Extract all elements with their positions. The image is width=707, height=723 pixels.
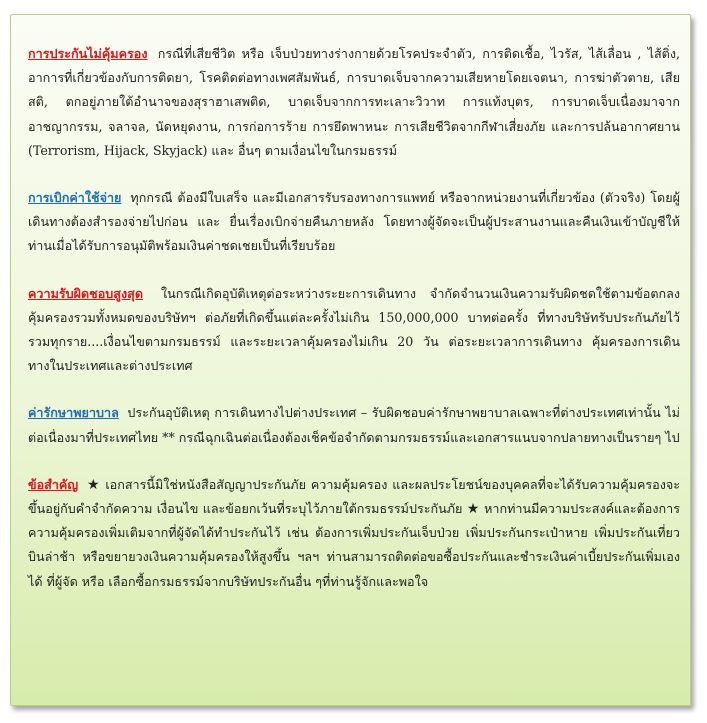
star-icon: ★ [87, 476, 101, 493]
heading-not-covered: การประกันไม่คุ้มครอง [28, 46, 148, 61]
body-not-covered: กรณีที่เสียชีวิต หรือ เจ็บป่วยทางร่างกายด้วยโรคประจำตัว, การติดเชื้อ, ไวรัส, ไส้เลื่อน , ไส้ติ่ง, อาการที่เกี่ยวข้องกับการติดยา, โรคติดต่อทางเพศสัมพันธ์, การบาดเจ็บจากความเสียหายโดยเจตนา, การฆ่าตัวตาย, เสียสติ, ตกอยู่ภายใต้อำนาจของสุราฮาเสพติด, บาดเจ็บจากการทะเลาะวิวาท การแท้งบุตร, การบาดเจ็บเนื่องมาจากอาชญากรรม, จลาจล, นัดหยุดงาน, การก่อการร้าย การยึดพาหนะ การเสียชีวิตจากกีฬาเสี่ยงภัย และการปล้นอากาศยาน (Terrorism, Hijack, Skyjack) และ อื่นๆ ตามเงื่อนไขในกรมธรรม์ [28, 46, 680, 158]
section-claims [28, 186, 680, 259]
section-max-liability [28, 282, 680, 379]
body-claims: ทุกกรณี ต้องมีใบเสร็จ และมีเอกสารรับรองทางการแพทย์ หรือจากหน่วยงานที่เกี่ยวข้อง (ตัวจริง) โดยผู้เดินทางต้องสำรองจ่ายไปก่อน และ ยื่นเรื่องเบิกจ่ายคืนภายหลัง โดยทางผู้จัดจะเป็นผู้ประสานงานและคืนเงินเข้าบัญชีให้ท่านเมื่อได้รับการอนุมัติพร้อมเงินค่าชดเชยเป็นที่เรียบร้อย [28, 190, 680, 254]
body-medical: ประกันอุบัติเหตุ การเดินทางไปต่างประเทศ – รับผิดชอบค่ารักษาพยาบาลเฉพาะที่ต่างประเทศเท่านั้น ไม่ต่อเนื่องมาที่ประเทศไทย ** กรณีฉุกเฉินต่อเนื่องต้องเช็คข้อจำกัดตามกรมธรรม์และเอกสารแนบจากปลายทางเป็นรายๆ ไป [28, 405, 680, 445]
insurance-info-panel [10, 14, 691, 706]
star-icon: ★ [466, 501, 480, 518]
section-important [28, 473, 680, 594]
body-important-a: เอกสารนี้มิใช่หนังสือสัญญาประกันภัย ความคุ้มครอง และผลประโยชน์ของบุคคลที่จะได้รับความคุ้มครองจะขึ้นอยู่กับคำจำกัดความ เงื่อนไข และข้อยกเว้นที่ระบุไว้ภายใต้กรมธรรม์ประกันภัย [28, 476, 680, 517]
body-important-b: หากท่านมีความประสงค์และต้องการความคุ้มครองเพิ่มเติมจากที่ผู้จัดได้ทำประกันไว้ เช่น ต้องการเพิ่มประกันเจ็บป่วย เพิ่มประกันกระเป๋าหาย เพิ่มประกันเที่ยวบินล่าช้า หรือขยายวงเงินความคุ้มครองให้สูงขึ้น ฯลฯ ท่านสามารถติดต่อขอซื้อประกันและชำระเงินค่าเบี้ยประกันเพิ่มเองได้ ที่ผู้จัด หรือ เลือกซื้อกรมธรรม์จากบริษัทประกันอื่น ๆที่ท่านรู้จักและพอใจ [28, 501, 680, 589]
section-medical [28, 401, 680, 449]
body-max-liability: ในกรณีเกิดอุบัติเหตุต่อระหว่างระยะการเดินทาง จำกัดจำนวนเงินความรับผิดชดใช้ตามข้อตกลงคุ้มครองรวมทั้งหมดของบริษัทฯ ต่อภัยที่เกิดขึ้นแต่ละครั้งไม่เกิน 150,000,000 บาทต่อครั้ง ที่ทางบริษัทรับประกันภัยไว้รวมทุกราย....เงื่อนไขตามกรมธรรม์ และระยะเวลาคุ้มครองไม่เกิน 20 วัน ต่อระยะเวลาการเดินทาง คุ้มครองการเดินทางในประเทศและต่างประเทศ [28, 285, 680, 374]
section-not-covered [28, 42, 680, 163]
heading-important: ข้อสำคัญ [28, 476, 79, 492]
heading-max-liability: ความรับผิดชอบสูงสุด [28, 285, 143, 301]
heading-claims: การเบิกค่าใช้จ่าย [28, 190, 122, 206]
heading-medical: ค่ารักษาพยาบาล [28, 405, 119, 421]
